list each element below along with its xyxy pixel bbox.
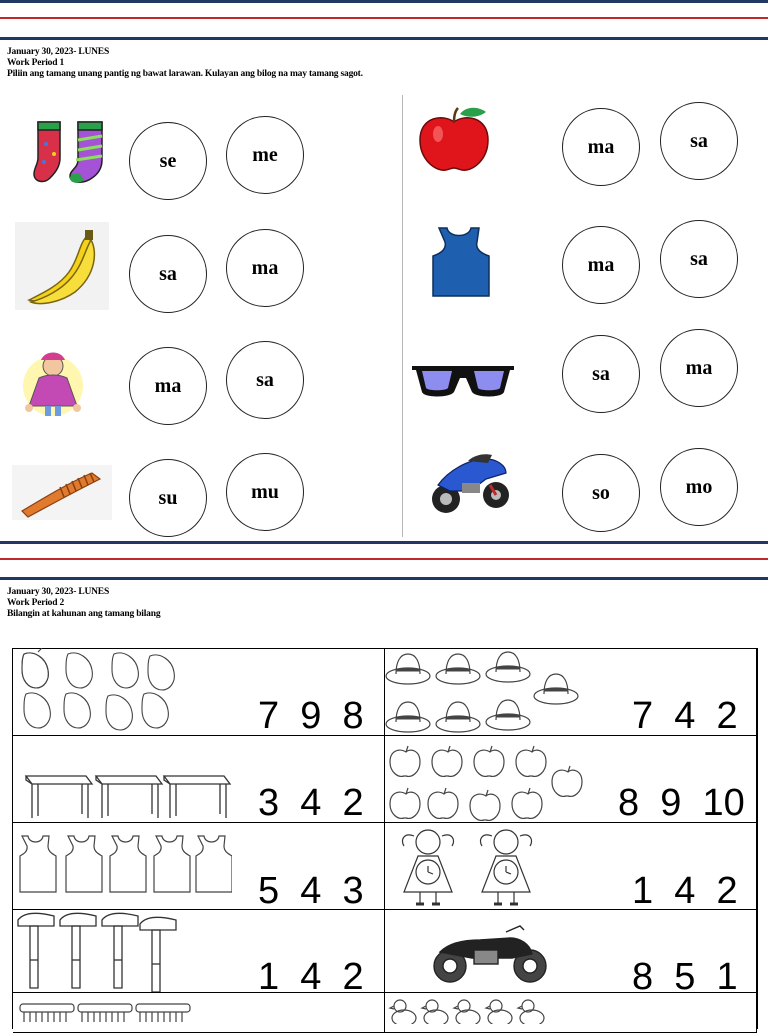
top-border-red — [0, 17, 768, 19]
count-choices[interactable]: 3 4 2 — [258, 782, 364, 824]
choice-circle[interactable]: ma — [226, 229, 304, 307]
sando-icon — [425, 226, 493, 298]
section2-period: Work Period 2 — [7, 598, 65, 608]
column-divider — [402, 95, 403, 537]
top-border-navy — [0, 0, 768, 3]
mango-icon — [20, 648, 200, 734]
choice-circle[interactable]: sa — [129, 235, 207, 313]
doll-icon — [394, 826, 554, 908]
choice-circle[interactable]: ma — [129, 347, 207, 425]
choice-circle[interactable]: sa — [660, 102, 738, 180]
hammer-icon — [16, 910, 186, 992]
doll-icon — [15, 350, 90, 422]
motorcycle-icon — [430, 922, 552, 986]
choice-circle[interactable]: sa — [226, 341, 304, 419]
choice-circle[interactable]: ma — [562, 108, 640, 186]
choice-circle[interactable]: ma — [562, 226, 640, 304]
count-choices[interactable]: 5 4 3 — [258, 870, 364, 912]
banana-icon — [15, 222, 109, 310]
table-icon — [22, 770, 232, 822]
choice-circle[interactable]: se — [129, 122, 207, 200]
count-choices[interactable]: 1 4 2 — [632, 870, 738, 912]
choice-circle[interactable]: so — [562, 454, 640, 532]
section1-instruction: Piliin ang tamang unang pantig ng bawat larawan. Kulayan ang bilog na may tamang sagot. — [7, 69, 363, 79]
section1-period: Work Period 1 — [7, 58, 65, 68]
count-choices[interactable]: 7 4 2 — [632, 695, 738, 737]
comb-icon — [18, 1000, 228, 1024]
count-choices[interactable]: 1 4 2 — [258, 956, 364, 998]
choice-circle[interactable]: mu — [226, 453, 304, 531]
sunglasses-icon — [410, 360, 516, 400]
count-choices[interactable]: 7 9 8 — [258, 695, 364, 737]
choice-circle[interactable]: sa — [562, 335, 640, 413]
section2-instruction: Bilangin at kahunan ang tamang bilang — [7, 609, 161, 619]
section2-header — [7, 587, 160, 620]
choice-circle[interactable]: me — [226, 116, 304, 194]
apple-icon — [416, 104, 492, 172]
top-border-navy-2 — [0, 37, 768, 40]
socks-icon — [30, 120, 110, 192]
choice-circle[interactable]: sa — [660, 220, 738, 298]
chick-icon — [388, 996, 558, 1024]
choice-circle[interactable]: mo — [660, 448, 738, 526]
sando-icon — [16, 834, 232, 896]
apple-icon — [388, 738, 588, 822]
section2-date: January 30, 2023- LUNES — [7, 587, 110, 597]
hat-icon — [384, 650, 584, 734]
mid-border-navy-2 — [0, 577, 768, 580]
choice-circle[interactable]: su — [129, 459, 207, 537]
comb-icon — [12, 465, 112, 520]
count-choices[interactable]: 8 5 1 — [632, 956, 738, 998]
motorcycle-icon — [428, 445, 512, 517]
count-choices[interactable]: 8 9 10 — [618, 782, 745, 824]
section1-header — [7, 47, 363, 80]
mid-border-red — [0, 558, 768, 560]
section1-date: January 30, 2023- LUNES — [7, 47, 110, 57]
choice-circle[interactable]: ma — [660, 329, 738, 407]
mid-border-navy — [0, 541, 768, 544]
